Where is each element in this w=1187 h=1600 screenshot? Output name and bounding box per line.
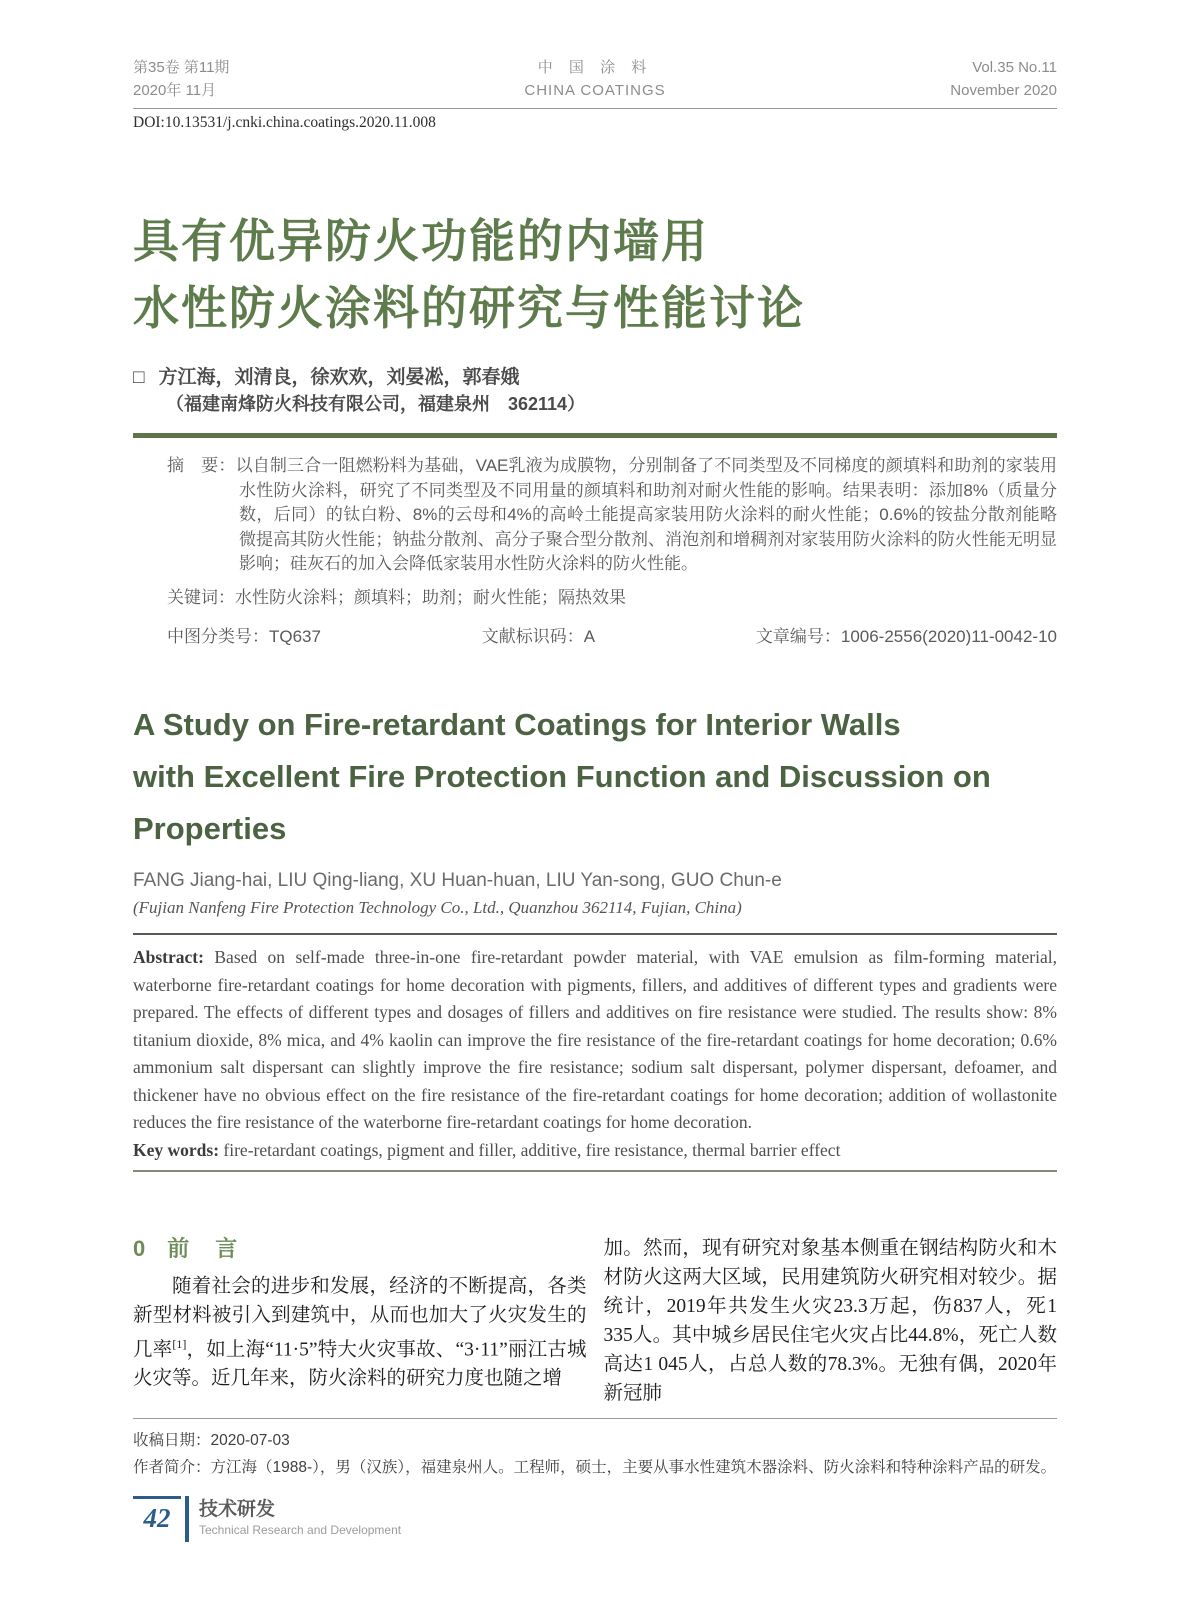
footnote-block — [133, 1427, 1057, 1481]
body-column-left — [133, 1234, 587, 1408]
abstract-en — [133, 944, 1057, 1137]
section-heading — [133, 1234, 587, 1264]
issue-date-cn: 2020年 11月 — [133, 82, 217, 99]
page-number: 42 — [143, 1503, 171, 1533]
footnote-divider — [133, 1418, 1057, 1420]
classification-row — [167, 622, 1057, 647]
abstract-en-text: Based on self-made three-in-one fire-retardant powder material, with VAE emulsion as film-forming material, waterborne fire-retardant coatings for home decoration with pigments, fillers, and additives of different types and gradients were prepared. The effects of different types and dosages of fillers and additives on fire resistance were studied. The results show: 8% titanium dioxide, 8% mica, and 4% kaolin can improve the fire resistance of the fire-retardant coatings for home decoration; 0.6% ammonium salt dispersant can slightly improve the fire resistance; sodium salt dispersant, polymer dispersant, defoamer, and thickener have no obvious effect on the fire resistance of the fire-retardant coatings for home decoration; addition of wollastonite reduces the fire resistance of the waterborne fire-retardant coatings for home decoration. — [133, 947, 1057, 1132]
keywords-cn-text: 水性防火涂料；颜填料；助剂；耐火性能；隔热效果 — [235, 587, 626, 607]
keywords-en-text: fire-retardant coatings, pigment and filler, additive, fire resistance, thermal barrier effect — [219, 1139, 841, 1160]
authors-en: FANG Jiang-hai, LIU Qing-liang, XU Huan-huan, LIU Yan-song, GUO Chun-e — [133, 870, 782, 891]
article-title-en — [133, 699, 1057, 855]
issue-volume-cn: 第35卷 第11期 — [133, 59, 230, 76]
keywords-cn — [167, 586, 1057, 611]
author-marker-icon: □ — [133, 367, 145, 388]
author-bio: 作者简介：方江海（1988-），男（汉族），福建泉州人。工程师，硕士，主要从事水性建筑木器涂料、防火涂料和特种涂料产品的研发。 — [133, 1459, 1057, 1477]
abstract-cn-label: 摘 要： — [167, 456, 236, 475]
clc-number: 中图分类号：TQ637 — [167, 627, 321, 646]
document-code: 文献标识码：A — [481, 627, 596, 646]
issue-info-en — [797, 56, 1057, 102]
column-name-en: Technical Research and Development — [199, 1523, 402, 1537]
intro-paragraph-left — [133, 1272, 587, 1394]
intro-paragraph-right: 加。然而，现有研究对象基本侧重在钢结构防火和木材防火这两大区域，民用建筑防火研究相对较少。据统计，2019年共发生火灾23.3万起，伤837人，死1 335人。其中城乡居民住宅火灾占比44.8%，死亡人数高达1 045人，占总人数的78.3%。无独有偶，2020年新冠肺 — [603, 1237, 1057, 1404]
issue-info-cn — [133, 56, 393, 102]
intro-left-text1: 随着社会的进步和发展，经济的不断提高，各类新型材料被引入到建筑中，从而也加大了火灾发生的几率 — [133, 1275, 587, 1361]
journal-name-en: CHINA COATINGS — [524, 82, 666, 99]
intro-left-text2: ，如上海“11·5”特大火灾事故、“3·11”丽江古城火灾等。近几年来，防火涂料的研究力度也随之增 — [133, 1339, 587, 1390]
article-title-en-line1: A Study on Fire-retardant Coatings for Interior Walls — [133, 707, 901, 742]
keywords-cn-label: 关键词： — [167, 587, 235, 607]
issue-volume-en: Vol.35 No.11 — [972, 59, 1057, 76]
page-number-box — [133, 1496, 181, 1534]
column-name-block — [199, 1496, 401, 1538]
section-number: 0 — [133, 1235, 146, 1261]
article-title-cn-line1: 具有优异防火功能的内墙用 — [133, 215, 709, 267]
journal-name-cn: 中 国 涂 料 — [537, 59, 653, 76]
green-divider — [133, 433, 1057, 438]
article-title-cn-line2: 水性防火涂料的研究与性能讨论 — [133, 282, 805, 334]
abstract-cn-text: 以自制三合一阻燃粉料为基础，VAE乳液为成膜物，分别制备了不同类型及不同梯度的颜填料和助剂的家装用水性防火涂料，研究了不同类型及不同用量的颜填料和助剂对耐火性能的影响。结果表明：添加8%（质量分数，后同）的钛白粉、8%的云母和4%的高岭土能提高家装用防火涂料的耐火性能；0.6%的铵盐分散剂能略微提高其防火性能；钠盐分散剂、高分子聚合型分散剂、消泡剂和增稠剂对家装用防火涂料的防火性能无明显影响；硅灰石的加入会降低家装用水性防火涂料的防火性能。 — [235, 456, 1058, 573]
authors-cn: 方江海，刘清良，徐欢欢，刘晏凇，郭春娥 — [158, 367, 520, 388]
body-columns — [133, 1234, 1057, 1408]
reference-1: [1] — [172, 1336, 187, 1351]
article-title-en-line3: Properties — [133, 811, 287, 846]
abstract-en-label: Abstract: — [133, 947, 204, 967]
abstract-bottom-divider — [133, 1170, 1057, 1172]
page-footer — [133, 1496, 401, 1542]
journal-header — [133, 56, 1057, 109]
journal-name — [393, 56, 797, 102]
affiliation-en: (Fujian Nanfeng Fire Protection Technology Co., Ltd., Quanzhou 362114, Fujian, China) — [133, 898, 742, 917]
footer-vertical-bar — [185, 1496, 189, 1542]
body-column-right — [604, 1234, 1058, 1408]
article-title-en-line2: with Excellent Fire Protection Function and Discussion on — [133, 759, 991, 794]
authors-cn-row — [133, 364, 1057, 391]
abstract-cn — [167, 454, 1057, 577]
abstract-cn-block — [167, 454, 1057, 610]
keywords-en — [133, 1137, 1057, 1165]
section-title: 前 言 — [167, 1235, 240, 1261]
article-id: 文章编号：1006-2556(2020)11-0042-10 — [755, 627, 1057, 646]
abstract-top-divider — [133, 933, 1057, 935]
article-title-cn — [133, 208, 1057, 342]
keywords-en-label: Key words: — [133, 1139, 220, 1160]
column-name-cn: 技术研发 — [199, 1499, 276, 1520]
issue-date-en: November 2020 — [950, 82, 1057, 99]
received-date: 收稿日期：2020-07-03 — [133, 1432, 290, 1450]
doi: DOI:10.13531/j.cnki.china.coatings.2020.11.008 — [133, 114, 436, 131]
affiliation-cn: （福建南烽防火科技有限公司，福建泉州 362114） — [166, 394, 586, 414]
